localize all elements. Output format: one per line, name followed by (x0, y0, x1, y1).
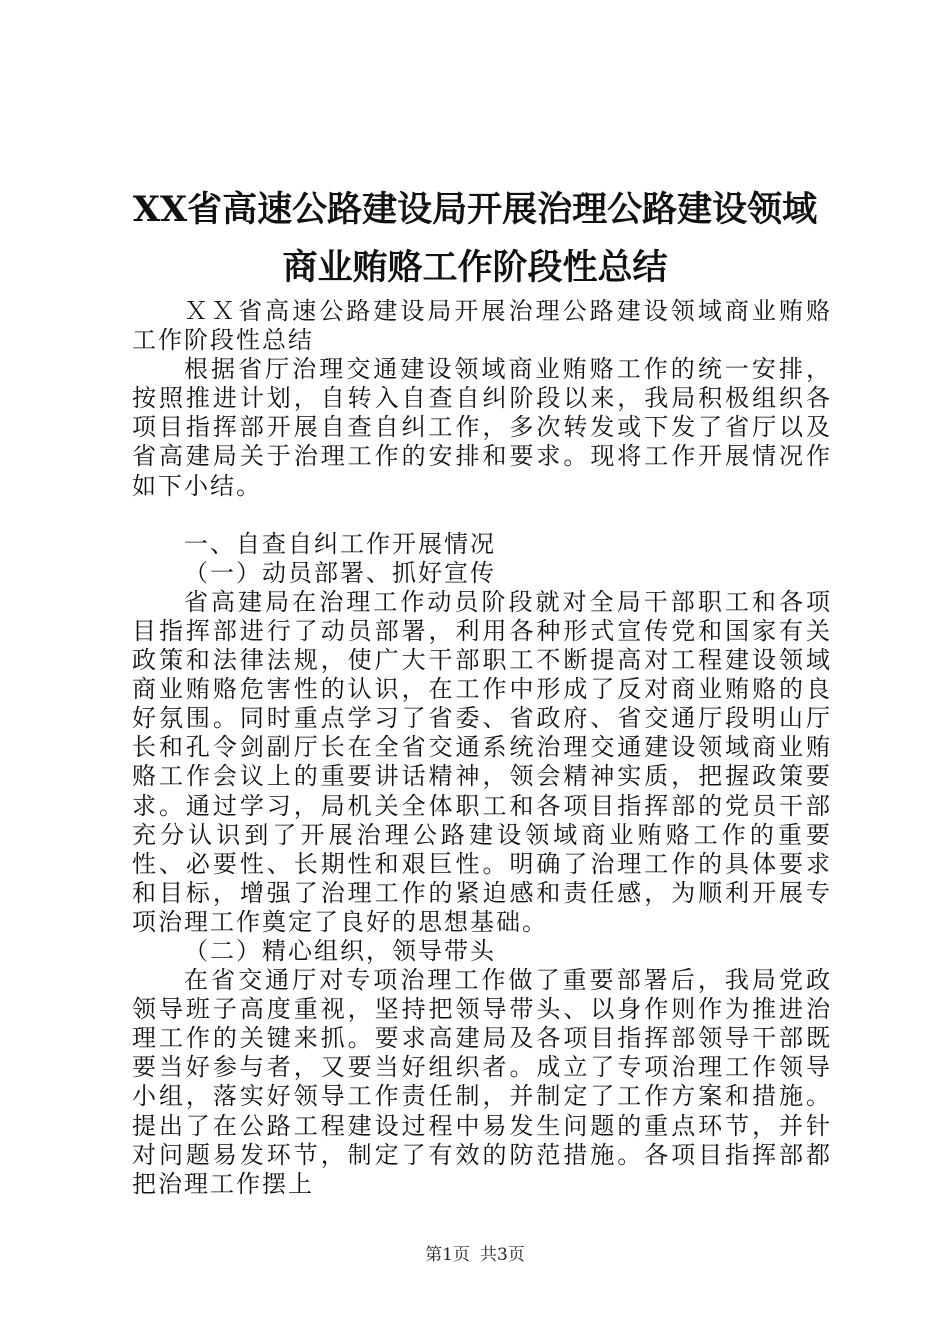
body-paragraph-subtitle: ＸＸ省高速公路建设局开展治理公路建设领域商业贿赂工作阶段性总结 (132, 297, 832, 355)
body-paragraph-mobilization: 省高建局在治理工作动员阶段就对全局干部职工和各项目指挥部进行了动员部署，利用各种形式宣传党和国家有关政策和法律法规，使广大干部职工不断提高对工程建设领域商业贿赂危害性的认识，在工作中形成了反对商业贿赂的良好氛围。同时重点学习了省委、省政府、省交通厅段明山厅长和孔令剑副厅长在全省交通系统治理交通建设领域商业贿赂工作会议上的重要讲话精神，领会精神实质，把握政策要求。通过学习，局机关全体职工和各项目指挥部的党员干部充分认识到了开展治理公路建设领域商业贿赂工作的重要性、必要性、长期性和艰巨性。明确了治理工作的具体要求和目标，增强了治理工作的紧迫感和责任感，为顺利开展专项治理工作奠定了良好的思想基础。 (132, 587, 832, 936)
subsection-heading-1: （一）动员部署、抓好宣传 (184, 558, 496, 587)
page-total: 共3页 (480, 1245, 525, 1265)
page-number: 第1页 (425, 1245, 470, 1265)
document-title-line-2: 商业贿赂工作阶段性总结 (282, 247, 668, 288)
page-footer (0, 1244, 950, 1266)
subsection-heading-2: （二）精心组织，领导带头 (184, 936, 496, 965)
body-paragraph-intro: 根据省厅治理交通建设领域商业贿赂工作的统一安排，按照推进计划，自转入自查自纠阶段以来，我局积极组织各项目指挥部开展自查自纠工作，多次转发或下发了省厅以及省高建局关于治理工作的安排和要求。现将工作开展情况作如下小结。 (132, 355, 832, 500)
body-paragraph-organization: 在省交通厅对专项治理工作做了重要部署后，我局党政领导班子高度重视，坚持把领导带头、以身作则作为推进治理工作的关键来抓。要求高建局及各项目指挥部领导干部既要当好参与者，又要当好组织者。成立了专项治理工作领导小组，落实好领导工作责任制，并制定了工作方案和措施。提出了在公路工程建设过程中易发生问题的重点环节，并针对问题易发环节，制定了有效的防范措施。各项目指挥部都把治理工作摆上 (132, 966, 832, 1198)
section-heading-1: 一、自查自纠工作开展情况 (184, 529, 496, 558)
document-body (132, 297, 832, 1199)
document-title-line-1: XX省高速公路建设局开展治理公路建设领域 (132, 189, 818, 230)
